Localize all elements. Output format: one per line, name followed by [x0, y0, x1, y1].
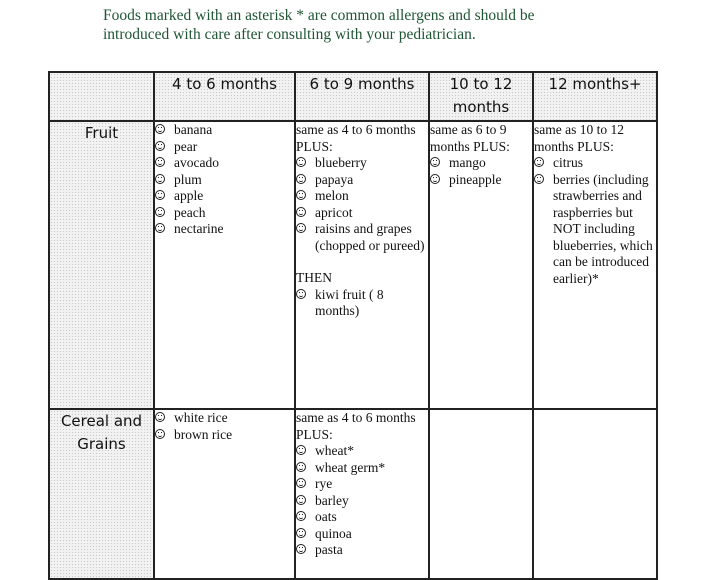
table-cell	[295, 409, 429, 579]
spacer	[296, 254, 428, 270]
intro-note	[103, 6, 683, 44]
food-list	[430, 155, 532, 188]
smiley-face-icon	[296, 445, 306, 455]
header-corner	[49, 72, 154, 121]
header-10-12-months: 10 to 12 months	[429, 72, 533, 121]
food-item-label: brown rice	[174, 426, 233, 442]
cell-intro-text: same as 4 to 6 months PLUS:	[296, 410, 416, 442]
smiley-face-icon	[430, 174, 440, 184]
food-item-label: raisins and grapes (chopped or pureed)	[315, 221, 425, 253]
smiley-face-icon	[155, 124, 165, 134]
smiley-face-icon	[155, 223, 165, 233]
list-item	[534, 155, 656, 172]
food-item-label: kiwi fruit ( 8 months)	[315, 286, 384, 318]
food-item-label: peach	[174, 204, 206, 220]
list-item	[155, 427, 294, 444]
cell-intro-text: same as 10 to 12 months PLUS:	[534, 122, 624, 154]
smiley-face-icon	[155, 174, 165, 184]
list-item	[296, 287, 428, 320]
intro-line-1: Foods marked with an asterisk * are common allergens and should be	[103, 7, 535, 24]
list-item	[430, 172, 532, 189]
table-row	[49, 409, 657, 579]
table-row	[49, 121, 657, 409]
food-item-label: banana	[174, 122, 213, 137]
smiley-face-icon	[155, 141, 165, 151]
smiley-face-icon	[155, 412, 165, 422]
list-item	[296, 476, 428, 493]
food-item-label: melon	[315, 188, 349, 203]
table-cell	[533, 409, 657, 579]
list-item	[155, 410, 294, 427]
intro-line-2: introduced with care after consulting with your pediatrician.	[103, 26, 476, 43]
food-item-label: citrus	[553, 155, 583, 170]
smiley-face-icon	[155, 429, 165, 439]
row-label-cereal-and-grains: Cereal and Grains	[49, 409, 154, 579]
food-item-label: pasta	[315, 542, 343, 557]
food-item-label: blueberry	[315, 155, 367, 170]
cell-intro-text: same as 6 to 9 months PLUS:	[430, 122, 510, 154]
list-item	[430, 155, 532, 172]
table-cell	[154, 409, 295, 579]
food-item-label: pineapple	[449, 171, 502, 187]
list-item	[296, 172, 428, 189]
smiley-face-icon	[155, 157, 165, 167]
list-item	[155, 221, 294, 238]
list-item	[296, 221, 428, 254]
smiley-face-icon	[155, 190, 165, 200]
list-item	[296, 205, 428, 222]
feeding-chart-table	[48, 71, 658, 580]
food-list	[155, 122, 294, 238]
food-item-label: avocado	[174, 155, 219, 170]
list-item	[155, 155, 294, 172]
food-item-label: rye	[315, 476, 333, 491]
smiley-face-icon	[296, 462, 306, 472]
smiley-face-icon	[296, 495, 306, 505]
list-item	[296, 155, 428, 172]
table-cell	[295, 121, 429, 409]
smiley-face-icon	[296, 544, 306, 554]
list-item	[155, 172, 294, 189]
list-item	[296, 460, 428, 477]
food-list	[155, 410, 294, 443]
table-cell	[429, 121, 533, 409]
food-item-label: white rice	[174, 410, 228, 425]
food-item-label: apple	[174, 188, 204, 203]
list-item	[296, 542, 428, 559]
table-cell	[533, 121, 657, 409]
food-item-label: oats	[315, 509, 337, 524]
list-item	[155, 205, 294, 222]
food-item-label: berries (including strawberries and raspberries but NOT including blueberries, which can be introduced earlier)*	[553, 171, 653, 286]
food-item-label: apricot	[315, 204, 353, 220]
food-item-label: mango	[449, 155, 486, 170]
table-cell	[429, 409, 533, 579]
food-list	[296, 155, 428, 254]
header-4-6-months: 4 to 6 months	[154, 72, 295, 121]
smiley-face-icon	[534, 157, 544, 167]
list-item	[296, 443, 428, 460]
smiley-face-icon	[296, 223, 306, 233]
food-item-label: wheat*	[315, 443, 354, 458]
food-item-label: papaya	[315, 171, 354, 187]
food-item-label: barley	[315, 492, 349, 508]
header-6-9-months: 6 to 9 months	[295, 72, 429, 121]
cell-intro-text: same as 4 to 6 months PLUS:	[296, 122, 416, 154]
smiley-face-icon	[534, 174, 544, 184]
header-row	[49, 72, 657, 121]
list-item	[296, 526, 428, 543]
smiley-face-icon	[296, 157, 306, 167]
list-item	[296, 188, 428, 205]
header-12-months-plus: 12 months+	[533, 72, 657, 121]
smiley-face-icon	[296, 478, 306, 488]
list-item	[296, 509, 428, 526]
food-list	[534, 155, 656, 287]
smiley-face-icon	[296, 174, 306, 184]
smiley-face-icon	[296, 190, 306, 200]
smiley-face-icon	[296, 207, 306, 217]
smiley-face-icon	[296, 511, 306, 521]
food-item-label: wheat germ*	[315, 459, 386, 475]
smiley-face-icon	[430, 157, 440, 167]
food-item-label: nectarine	[174, 221, 224, 236]
then-label: THEN	[296, 270, 332, 285]
smiley-face-icon	[296, 528, 306, 538]
list-item	[155, 139, 294, 156]
list-item	[155, 188, 294, 205]
food-item-label: quinoa	[315, 525, 352, 541]
food-item-label: plum	[174, 171, 202, 187]
list-item	[296, 493, 428, 510]
smiley-face-icon	[155, 207, 165, 217]
food-list	[296, 287, 428, 320]
row-label-fruit: Fruit	[49, 121, 154, 409]
food-item-label: pear	[174, 138, 198, 154]
food-list	[296, 443, 428, 559]
smiley-face-icon	[296, 289, 306, 299]
list-item	[155, 122, 294, 139]
table-cell	[154, 121, 295, 409]
list-item	[534, 172, 656, 288]
